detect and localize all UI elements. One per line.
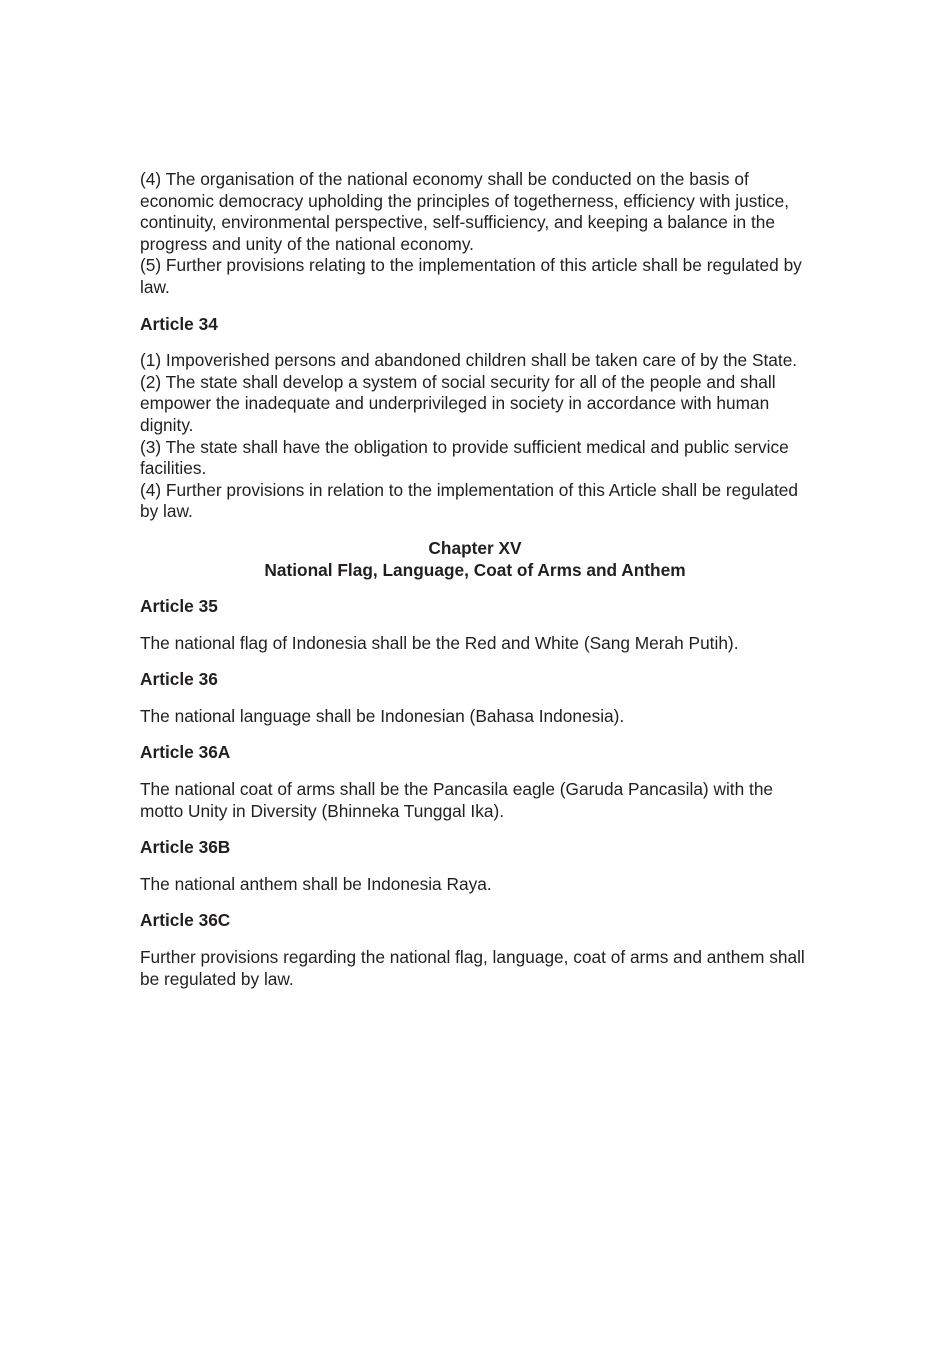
- article-36-text: The national language shall be Indonesian (Bahasa Indonesia).: [140, 705, 625, 726]
- chapter-number: Chapter XV: [428, 537, 522, 558]
- chapter-title: National Flag, Language, Coat of Arms and Anthem: [264, 559, 686, 580]
- article-heading: Article 36B: [140, 837, 231, 858]
- article-34-body: [140, 350, 810, 523]
- paragraph: (1) Impoverished persons and abandoned children shall be taken care of by the State.: [140, 350, 798, 371]
- article-33-continuation: [140, 169, 810, 299]
- paragraph: (5) Further provisions relating to the implementation of this article shall be regulated by law.: [140, 255, 802, 297]
- article-36a-text: The national coat of arms shall be the Pancasila eagle (Garuda Pancasila) with the motto Unity in Diversity (Bhinneka Tunggal Ika).: [140, 779, 774, 821]
- article-36b-text: The national anthem shall be Indonesia Raya.: [140, 873, 492, 894]
- article-35-text: The national flag of Indonesia shall be the Red and White (Sang Merah Putih).: [140, 632, 739, 653]
- paragraph: (2) The state shall develop a system of social security for all of the people and shall empower the inadequate and underprivileged in society in accordance with human dignity.: [140, 371, 776, 435]
- article-heading: Article 36A: [140, 742, 231, 763]
- article-heading: Article 36C: [140, 910, 231, 931]
- paragraph: (4) Further provisions in relation to the implementation of this Article shall be regulated by law.: [140, 479, 798, 522]
- article-heading: Article 34: [140, 313, 218, 334]
- article-heading: Article 36: [140, 669, 218, 690]
- document-page: [140, 169, 810, 990]
- article-heading: Article 35: [140, 596, 218, 617]
- paragraph: (4) The organisation of the national economy shall be conducted on the basis of economic democracy upholding the principles of togetherness, efficiency with justice, continuity, environmental perspective, self-sufficiency, and keeping a balance in the progress and unity of the national economy.: [140, 169, 790, 254]
- chapter-heading: [140, 538, 810, 581]
- article-36c-text: Further provisions regarding the national flag, language, coat of arms and anthem shall be regulated by law.: [140, 947, 805, 989]
- paragraph: (3) The state shall have the obligation to provide sufficient medical and public service facilities.: [140, 436, 789, 479]
